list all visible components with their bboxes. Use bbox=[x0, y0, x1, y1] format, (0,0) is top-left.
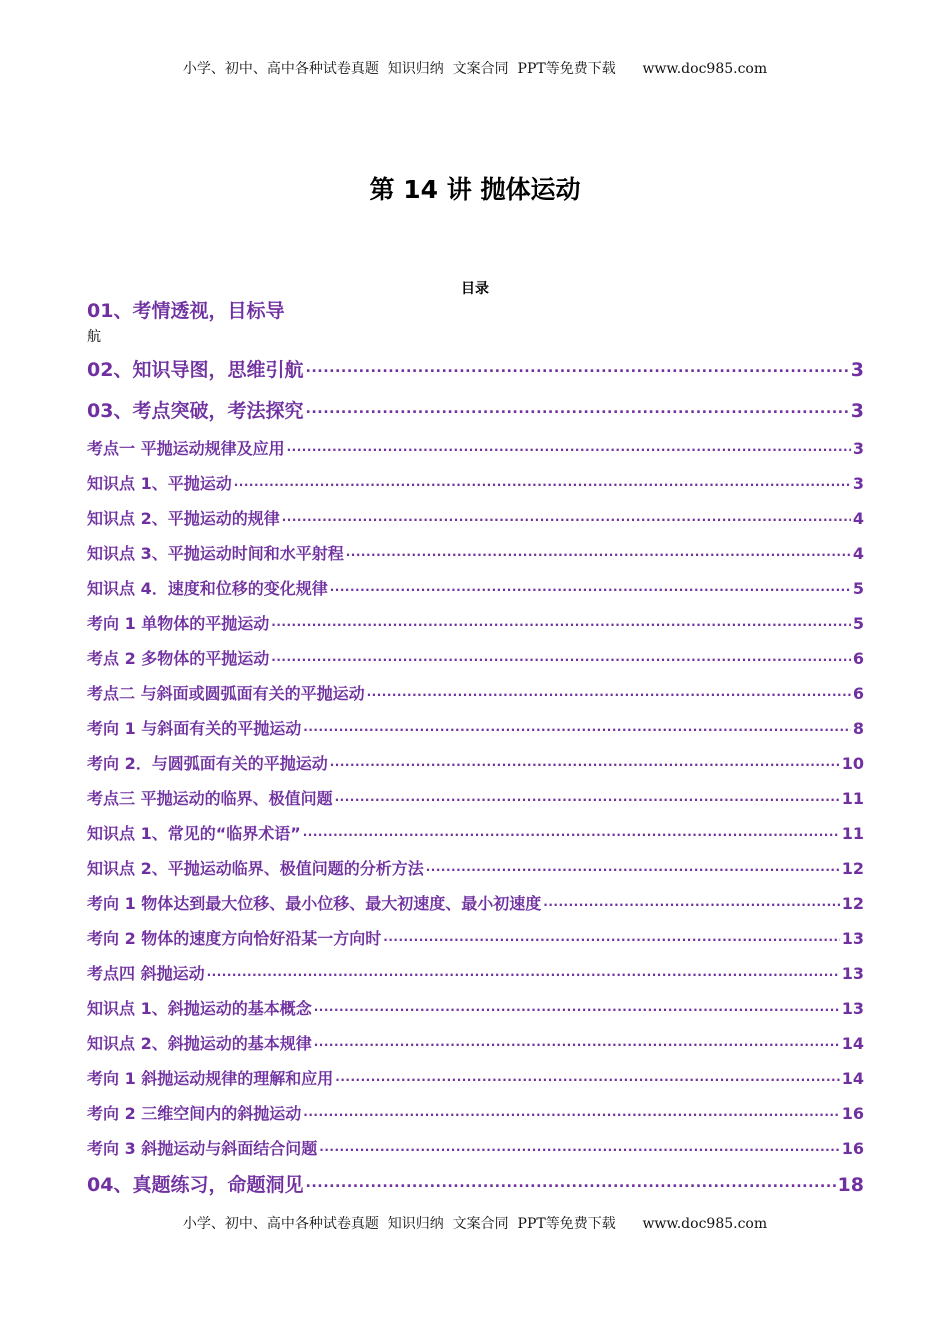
toc-entry-first[interactable]: 01、考情透视，目标导 bbox=[87, 300, 285, 322]
toc-entry-page: 11 bbox=[841, 824, 864, 843]
toc-entry-page: 4 bbox=[852, 544, 864, 563]
toc-entry-page: 18 bbox=[837, 1174, 864, 1196]
toc-leader-dots bbox=[207, 963, 840, 979]
toc-entry-page: 3 bbox=[850, 359, 864, 381]
toc-entry[interactable] bbox=[87, 1031, 864, 1054]
toc-entry[interactable] bbox=[87, 681, 864, 704]
page-footer: 小学、初中、高中各种试卷真题 知识归纳 文案合同 PPT等免费下载 www.doc985.com bbox=[182, 1216, 768, 1232]
toc-entry-page: 5 bbox=[852, 579, 864, 598]
toc-leader-dots bbox=[305, 357, 848, 376]
toc-entry-label: 知识点 4．速度和位移的变化规律 bbox=[87, 579, 328, 598]
toc-entry-first-wrap: 航 bbox=[87, 329, 101, 345]
toc-leader-dots bbox=[330, 578, 851, 594]
toc-entry-label: 考点三 平抛运动的临界、极值问题 bbox=[87, 789, 333, 808]
toc-entry-page: 14 bbox=[841, 1069, 864, 1088]
document-title: 第 14 讲 抛体运动 bbox=[369, 175, 581, 204]
toc-leader-dots bbox=[271, 613, 851, 629]
toc-entry-page: 11 bbox=[841, 789, 864, 808]
toc-entry[interactable] bbox=[87, 506, 864, 529]
toc-leader-dots bbox=[335, 1068, 839, 1084]
toc-entry-page: 3 bbox=[852, 439, 864, 458]
toc-entry-label: 02、知识导图，思维引航 bbox=[87, 359, 304, 381]
toc-entry-label: 知识点 1、平抛运动 bbox=[87, 474, 232, 493]
toc-entry[interactable] bbox=[87, 856, 864, 879]
toc-entry[interactable] bbox=[87, 436, 864, 459]
toc-entry-page: 10 bbox=[841, 754, 864, 773]
toc-entry[interactable] bbox=[87, 751, 864, 774]
toc-entry-page: 8 bbox=[852, 719, 864, 738]
toc-entry-label: 考向 2．与圆弧面有关的平抛运动 bbox=[87, 754, 328, 773]
toc-leader-dots bbox=[319, 1138, 839, 1154]
toc-entry-page: 16 bbox=[841, 1104, 864, 1123]
toc-entry-label: 知识点 1、斜抛运动的基本概念 bbox=[87, 999, 312, 1018]
toc-leader-dots bbox=[287, 438, 851, 454]
toc-entry[interactable] bbox=[87, 1101, 864, 1124]
toc-entry-label: 考向 1 物体达到最大位移、最小位移、最大初速度、最小初速度 bbox=[87, 894, 542, 913]
toc-entry-label: 考向 3 斜抛运动与斜面结合问题 bbox=[87, 1139, 318, 1158]
toc-leader-dots bbox=[335, 788, 840, 804]
toc-entry-page: 3 bbox=[852, 474, 864, 493]
toc-leader-dots bbox=[271, 648, 851, 664]
toc-entry-page: 6 bbox=[852, 684, 864, 703]
toc-entry-label: 知识点 2、斜抛运动的基本规律 bbox=[87, 1034, 312, 1053]
toc-entry-page: 12 bbox=[841, 894, 864, 913]
toc-entry-label: 知识点 2、平抛运动临界、极值问题的分析方法 bbox=[87, 859, 424, 878]
toc-entry-page: 5 bbox=[852, 614, 864, 633]
toc-leader-dots bbox=[305, 1172, 835, 1191]
toc-entry[interactable] bbox=[87, 541, 864, 564]
toc-entry-page: 14 bbox=[841, 1034, 864, 1053]
toc-leader-dots bbox=[330, 753, 840, 769]
toc-leader-dots bbox=[383, 928, 839, 944]
toc-entry-label: 考向 1 斜抛运动规律的理解和应用 bbox=[87, 1069, 334, 1088]
toc-entry-label: 考向 2 三维空间内的斜抛运动 bbox=[87, 1104, 302, 1123]
toc-entry-label: 考向 1 与斜面有关的平抛运动 bbox=[87, 719, 302, 738]
toc-entry[interactable] bbox=[87, 1066, 864, 1089]
toc-leader-dots bbox=[314, 1033, 840, 1049]
toc-entry[interactable] bbox=[87, 355, 864, 382]
toc-entry[interactable] bbox=[87, 926, 864, 949]
toc-entry-label: 04、真题练习，命题洞见 bbox=[87, 1174, 304, 1196]
toc-entry[interactable] bbox=[87, 611, 864, 634]
toc-entry[interactable] bbox=[87, 1170, 864, 1197]
toc-entry-label: 知识点 3、平抛运动时间和水平射程 bbox=[87, 544, 344, 563]
toc-entry-page: 13 bbox=[841, 964, 864, 983]
toc-entry[interactable] bbox=[87, 396, 864, 423]
toc-entry[interactable] bbox=[87, 646, 864, 669]
toc-entry[interactable] bbox=[87, 996, 864, 1019]
toc-leader-dots bbox=[282, 508, 851, 524]
toc-entry-label: 考点 2 多物体的平抛运动 bbox=[87, 649, 270, 668]
toc-entry-label: 考向 1 单物体的平抛运动 bbox=[87, 614, 270, 633]
toc-entry-page: 3 bbox=[850, 400, 864, 422]
page-header: 小学、初中、高中各种试卷真题 知识归纳 文案合同 PPT等免费下载 www.doc985.com bbox=[182, 61, 768, 77]
toc-heading: 目录 bbox=[461, 281, 489, 297]
toc-entry-label: 知识点 2、平抛运动的规律 bbox=[87, 509, 280, 528]
toc-entry-page: 13 bbox=[841, 999, 864, 1018]
toc-leader-dots bbox=[305, 398, 848, 417]
toc-leader-dots bbox=[543, 893, 839, 909]
toc-entry-label: 考向 2 物体的速度方向恰好沿某一方向时 bbox=[87, 929, 382, 948]
toc-entry-page: 13 bbox=[841, 929, 864, 948]
toc-entry[interactable] bbox=[87, 716, 864, 739]
toc-entry[interactable] bbox=[87, 891, 864, 914]
toc-entry-page: 12 bbox=[841, 859, 864, 878]
toc-leader-dots bbox=[303, 1103, 839, 1119]
toc-entry[interactable] bbox=[87, 821, 864, 844]
toc-entry-label: 考点二 与斜面或圆弧面有关的平抛运动 bbox=[87, 684, 365, 703]
toc-leader-dots bbox=[314, 998, 840, 1014]
toc-leader-dots bbox=[426, 858, 840, 874]
toc-entry-label: 03、考点突破，考法探究 bbox=[87, 400, 304, 422]
toc-entry-label: 考点四 斜抛运动 bbox=[87, 964, 205, 983]
toc-entry[interactable] bbox=[87, 471, 864, 494]
toc-leader-dots bbox=[303, 823, 840, 839]
toc-entry[interactable] bbox=[87, 961, 864, 984]
toc-entry-page: 16 bbox=[841, 1139, 864, 1158]
toc-entry-label: 知识点 1、常见的“临界术语” bbox=[87, 824, 301, 843]
toc-entry[interactable] bbox=[87, 786, 864, 809]
toc-entry-page: 6 bbox=[852, 649, 864, 668]
toc-leader-dots bbox=[346, 543, 851, 559]
toc-leader-dots bbox=[234, 473, 851, 489]
toc-entry[interactable] bbox=[87, 1136, 864, 1159]
toc-entry-label: 考点一 平抛运动规律及应用 bbox=[87, 439, 285, 458]
toc-entry[interactable] bbox=[87, 576, 864, 599]
toc-leader-dots bbox=[367, 683, 851, 699]
toc-leader-dots bbox=[303, 718, 851, 734]
toc-entry-page: 4 bbox=[852, 509, 864, 528]
